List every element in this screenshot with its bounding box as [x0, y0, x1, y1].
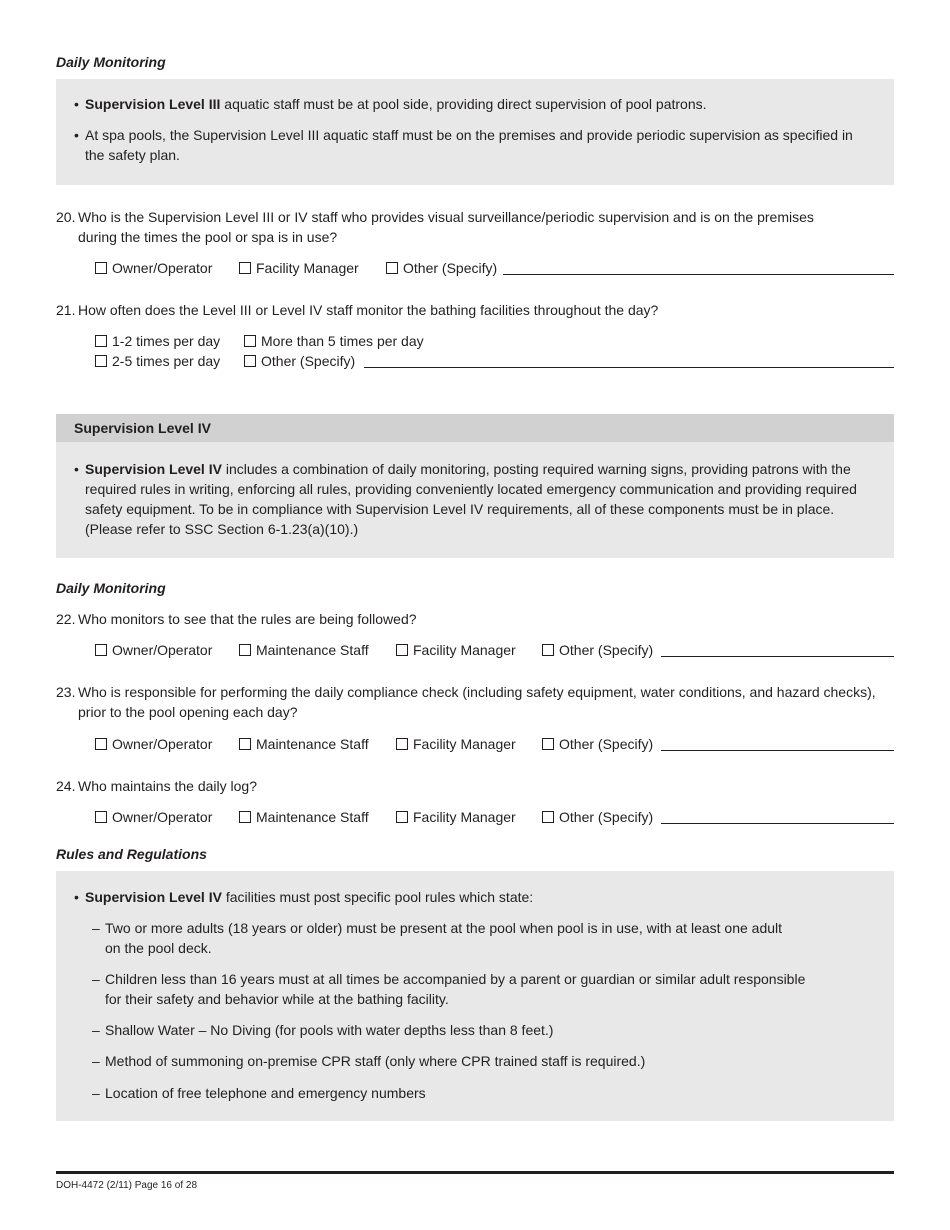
question-text: How often does the Level III or Level IV staff monitor the bathing facilities throughout the day?: [78, 302, 659, 318]
checkbox[interactable]: [396, 811, 408, 823]
checkbox[interactable]: [396, 738, 408, 750]
bold-term: Supervision Level III: [85, 96, 221, 112]
question-24: [56, 776, 896, 796]
question-number: 21.: [56, 302, 76, 318]
rule-item: [92, 1083, 862, 1103]
q20-option-owner-operator[interactable]: Owner/Operator: [95, 258, 212, 278]
q22-option-maintenance-staff[interactable]: Maintenance Staff: [239, 640, 369, 660]
q24-option-other[interactable]: Other (Specify): [542, 807, 653, 827]
q21-option-more-than-5[interactable]: More than 5 times per day: [244, 331, 424, 351]
q23-option-maintenance-staff[interactable]: Maintenance Staff: [239, 734, 369, 754]
question-text: Who is responsible for performing the daily compliance check (including safety equipment, water conditions, and hazard checks), prior to the pool opening each day?: [78, 684, 876, 720]
q24-option-facility-manager[interactable]: Facility Manager: [396, 807, 516, 827]
question-21: [56, 300, 896, 320]
q23-option-other[interactable]: Other (Specify): [542, 734, 653, 754]
checkbox[interactable]: [239, 811, 251, 823]
rule-item-text: Two or more adults (18 years or older) must be present at the pool when pool is in use, with at least one adult on the pool deck.: [105, 920, 783, 956]
dash-icon: –: [92, 971, 100, 987]
question-number: 23.: [56, 684, 76, 700]
checkbox[interactable]: [95, 811, 107, 823]
bullet-icon: •: [74, 127, 79, 143]
q23-other-specify-line[interactable]: [661, 750, 894, 751]
bold-term: Supervision Level IV: [85, 889, 222, 905]
dash-icon: –: [92, 1085, 100, 1101]
q24-option-owner-operator[interactable]: Owner/Operator: [95, 807, 212, 827]
question-number: 24.: [56, 778, 76, 794]
q24-other-specify-line[interactable]: [661, 823, 894, 824]
q20-option-other[interactable]: Other (Specify): [386, 258, 497, 278]
question-text: Who is the Supervision Level III or IV staff who provides visual surveillance/periodic supervision and is on the premises during the times the pool or spa is in use?: [78, 209, 814, 245]
dash-icon: –: [92, 920, 100, 936]
question-20: [56, 207, 846, 247]
question-22: [56, 609, 896, 629]
checkbox[interactable]: [244, 335, 256, 347]
footer-rule: [56, 1171, 894, 1174]
section-title-daily-monitoring: Daily Monitoring: [56, 54, 166, 70]
q22-other-specify-line[interactable]: [661, 656, 894, 657]
bullet-text: includes a combination of daily monitoring, posting required warning signs, providing patrons with the required rules in writing, enforcing all rules, providing conveniently located emergency communication and providing required safety equipment. To be in compliance with Supervision Level IV requirements, all of these components must be in place. (Please refer to SSC Section 6-1.23(a)(10).): [85, 461, 857, 537]
level-iv-header: [56, 414, 894, 442]
q20-option-facility-manager[interactable]: Facility Manager: [239, 258, 359, 278]
checkbox[interactable]: [95, 644, 107, 656]
dash-icon: –: [92, 1053, 100, 1069]
rule-item: [92, 1051, 862, 1071]
checkbox[interactable]: [396, 644, 408, 656]
q21-option-1-2-times[interactable]: 1-2 times per day: [95, 331, 220, 351]
checkbox[interactable]: [244, 355, 256, 367]
q22-option-owner-operator[interactable]: Owner/Operator: [95, 640, 212, 660]
bullet-text: facilities must post specific pool rules which state:: [221, 889, 534, 905]
rule-item-text: Location of free telephone and emergency numbers: [105, 1085, 426, 1101]
section-title-rules-and-regulations: Rules and Regulations: [56, 846, 207, 862]
level-iii-info-box: [56, 79, 894, 185]
checkbox[interactable]: [95, 262, 107, 274]
checkbox[interactable]: [95, 355, 107, 367]
info-bullet: [74, 94, 874, 114]
rule-item-text: Method of summoning on-premise CPR staff (only where CPR trained staff is required.): [105, 1053, 646, 1069]
q23-option-facility-manager[interactable]: Facility Manager: [396, 734, 516, 754]
question-number: 20.: [56, 209, 76, 225]
rule-item-text: Shallow Water – No Diving (for pools with water depths less than 8 feet.): [105, 1022, 554, 1038]
bullet-text: At spa pools, the Supervision Level III aquatic staff must be on the premises and provide periodic supervision as specified in the safety plan.: [85, 127, 853, 163]
q21-option-other[interactable]: Other (Specify): [244, 351, 355, 371]
rule-item: [92, 918, 792, 958]
bullet-icon: •: [74, 96, 79, 112]
bullet-text: aquatic staff must be at pool side, providing direct supervision of pool patrons.: [220, 96, 707, 112]
info-bullet: [74, 887, 874, 907]
info-bullet: [74, 459, 864, 539]
checkbox[interactable]: [542, 738, 554, 750]
question-text: Who maintains the daily log?: [78, 778, 257, 794]
checkbox[interactable]: [239, 738, 251, 750]
checkbox[interactable]: [95, 335, 107, 347]
q20-other-specify-line[interactable]: [503, 274, 894, 275]
rule-item: [92, 1020, 862, 1040]
bold-term: Supervision Level IV: [85, 461, 222, 477]
q24-option-maintenance-staff[interactable]: Maintenance Staff: [239, 807, 369, 827]
section-title-daily-monitoring: Daily Monitoring: [56, 580, 166, 596]
bullet-icon: •: [74, 461, 79, 477]
level-iv-info-box: [56, 442, 894, 558]
bullet-icon: •: [74, 889, 79, 905]
question-text: Who monitors to see that the rules are being followed?: [78, 611, 417, 627]
checkbox[interactable]: [95, 738, 107, 750]
checkbox[interactable]: [542, 644, 554, 656]
rule-item: [92, 969, 817, 1009]
checkbox[interactable]: [239, 644, 251, 656]
q21-other-specify-line[interactable]: [364, 367, 894, 368]
q21-option-2-5-times[interactable]: 2-5 times per day: [95, 351, 220, 371]
footer-form-id: DOH-4472 (2/11) Page 16 of 28: [56, 1180, 198, 1191]
rules-info-box: [56, 871, 894, 1121]
checkbox[interactable]: [386, 262, 398, 274]
q23-option-owner-operator[interactable]: Owner/Operator: [95, 734, 212, 754]
checkbox[interactable]: [542, 811, 554, 823]
question-number: 22.: [56, 611, 76, 627]
info-bullet: [74, 125, 854, 165]
rule-item-text: Children less than 16 years must at all times be accompanied by a parent or guardian or similar adult responsible for their safety and behavior while at the bathing facility.: [105, 971, 806, 1007]
q22-option-facility-manager[interactable]: Facility Manager: [396, 640, 516, 660]
checkbox[interactable]: [239, 262, 251, 274]
question-23: [56, 682, 896, 722]
level-iv-header-title: Supervision Level IV: [74, 420, 211, 436]
dash-icon: –: [92, 1022, 100, 1038]
q22-option-other[interactable]: Other (Specify): [542, 640, 653, 660]
